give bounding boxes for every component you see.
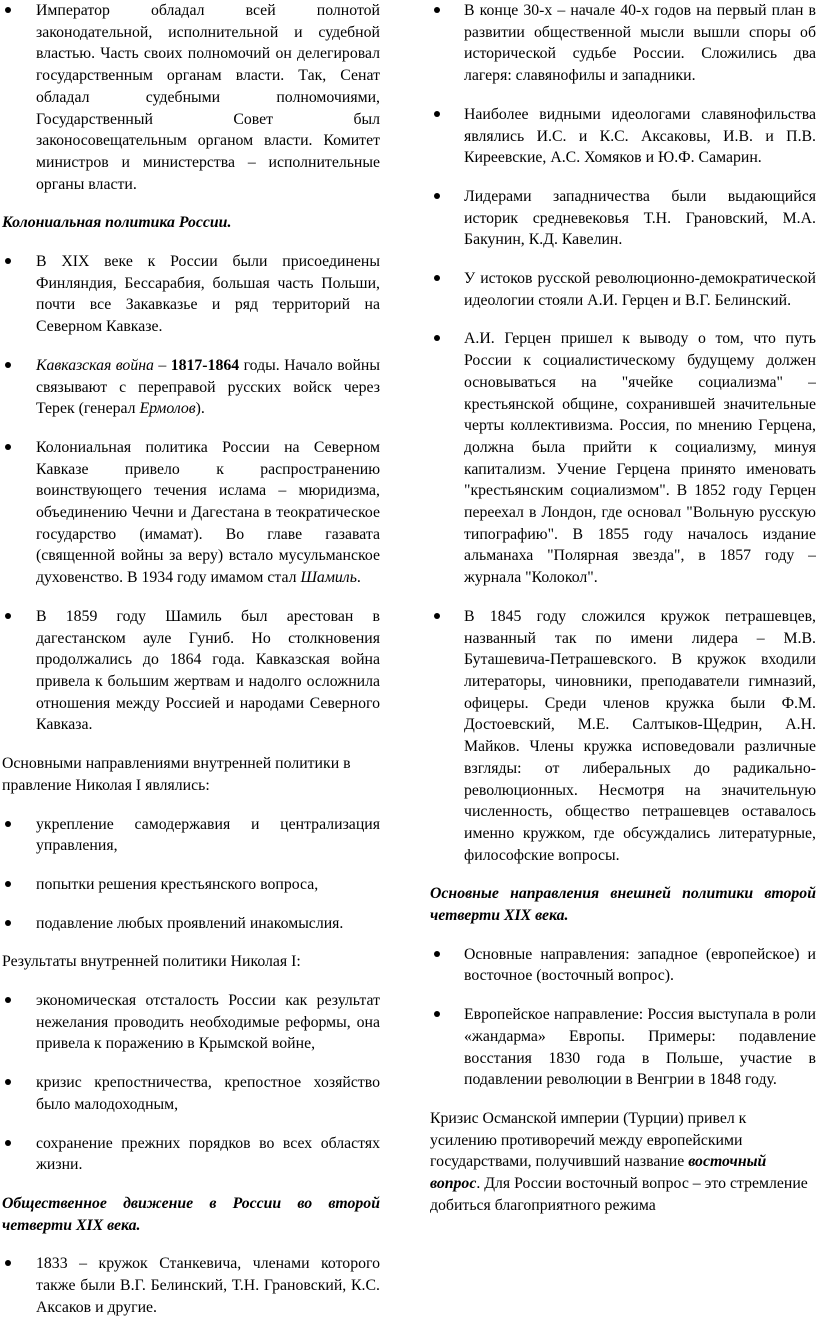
- bullet-icon: [5, 7, 11, 13]
- social-thought-list: [430, 0, 816, 866]
- list-item: [2, 355, 380, 420]
- bullet-icon: [5, 821, 11, 827]
- eastern-question-text: Кризис Османской империи (Турции) привел к усилению противоречий между европейскими государствами, получивший название: [430, 1109, 747, 1171]
- social-movement-heading: Общественное движение в России во второй четверти XIX века.: [2, 1194, 380, 1234]
- list-item: [2, 437, 380, 589]
- result-item: кризис крепостничества, крепостное хозяйство было малодоходным,: [36, 1074, 380, 1113]
- bullet-icon: [5, 258, 11, 264]
- list-item: [2, 251, 380, 338]
- text-end: .: [356, 569, 361, 587]
- eastern-question-term: восточный вопрос: [430, 1153, 767, 1193]
- caucasus-war-text: годы. Начало войны связывают с переправой русских войск через Терек (генерал: [36, 356, 380, 418]
- colonial-item-text: Колониальная политика России на Северном Кавказе привело к распространению воинствующего течения ислама – мюридизма, объединению Чечни и Дагестана в теократическое государство (имамат). Во главе газавата (священной войны за веру) встало мусульманское духовенство. В 1934 году имамом стал: [36, 438, 380, 587]
- eastern-question-text-end: . Для России восточный вопрос – это стремление добиться благоприятного режима: [430, 1175, 808, 1214]
- list-item: [2, 990, 380, 1055]
- bullet-icon: [5, 444, 11, 450]
- list-item: [2, 1072, 380, 1115]
- foreign-policy-heading: Основные направления внешней политики второй четверти XIX века.: [430, 885, 816, 925]
- inner-policy-item: подавление любых проявлений инакомыслия.: [36, 914, 344, 932]
- list-item: [2, 913, 380, 935]
- left-column: [2, 0, 380, 1318]
- list-item: [430, 0, 816, 87]
- bullet-icon: [5, 362, 11, 368]
- result-item: экономическая отсталость России как результат нежелания проводить необходимые реформы, она привела к поражению в Крымской войне,: [36, 992, 380, 1053]
- list-item: [2, 606, 380, 736]
- colonial-item-text: В XIX веке к России были присоединены Финляндия, Бессарабия, большая часть Польши, почти все Закавказье и ряд территорий на Северном Кавказе.: [36, 253, 380, 336]
- power-list: [2, 0, 380, 195]
- text-end: ).: [195, 400, 205, 418]
- colonial-heading: Колониальная политика России.: [2, 214, 232, 232]
- inner-policy-list: [2, 814, 380, 935]
- inner-policy-item: попытки решения крестьянского вопроса,: [36, 875, 319, 893]
- social-thought-item: В конце 30-х – начале 40-х годов на первый план в развитии общественной мысли вышли споры об исторической судьбе России. Сложились два лагеря: славянофилы и западники.: [464, 2, 816, 85]
- war-years: 1817-1864: [170, 356, 240, 374]
- list-item: [430, 1004, 816, 1091]
- bullet-icon: [434, 613, 440, 619]
- general-name: Ермолов: [139, 400, 196, 418]
- bullet-icon: [434, 193, 440, 199]
- social-thought-item: Наиболее видными идеологами славянофильства являлись И.С. и К.С. Аксаковы, И.В. и П.В. Киреевские, А.С. Хомяков и Ю.Ф. Самарин.: [464, 105, 816, 167]
- foreign-policy-item: Европейское направление: Россия выступала в роли «жандарма» Европы. Примеры: подавление восстания 1830 года в Польше, участие в подавлении революции в Венгрии в 1848 году.: [464, 1006, 816, 1089]
- bullet-icon: [5, 1260, 11, 1266]
- shamil-name: Шамиль: [300, 569, 357, 587]
- bullet-icon: [5, 920, 11, 926]
- social-movement-item: 1833 – кружок Станкевича, членами которого также были В.Г. Белинский, Т.Н. Грановский, К.С. Аксаков и другие.: [36, 1255, 380, 1316]
- list-item: [430, 606, 816, 866]
- list-item: [430, 104, 816, 169]
- social-movement-list: [2, 1253, 380, 1318]
- social-thought-item: У истоков русской революционно-демократической идеологии стояли А.И. Герцен и В.Г. Белинский.: [464, 270, 816, 309]
- list-item: [2, 1253, 380, 1318]
- power-text: Император обладал всей полнотой законодательной, исполнительной и судебной властью. Часть своих полномочий он делегировал государственным органам власти. Так, Сенат обладал судебными полномочиями, Государственный Совет был законосовещательным органом власти. Комитет министров и министерства – исполнительные органы власти.: [36, 2, 380, 193]
- list-item: [430, 328, 816, 588]
- caucasus-war-term: Кавказская война: [36, 356, 154, 374]
- bullet-icon: [434, 275, 440, 281]
- colonial-list: [2, 251, 380, 736]
- foreign-policy-list: [430, 944, 816, 1091]
- bullet-icon: [434, 335, 440, 341]
- bullet-icon: [434, 111, 440, 117]
- bullet-icon: [434, 7, 440, 13]
- list-item: [2, 1133, 380, 1176]
- inner-policy-intro: Основными направлениями внутренней политики в правление Николая I являлись:: [2, 755, 351, 794]
- inner-policy-item: укрепление самодержавия и централизация управления,: [36, 815, 380, 855]
- list-item: [430, 944, 816, 987]
- social-thought-item: Лидерами западничества были выдающийся историк средневековья Т.Н. Грановский, М.А. Бакунин, К.Д. Кавелин.: [464, 187, 816, 249]
- bullet-icon: [5, 997, 11, 1003]
- eastern-question-paragraph: [430, 1108, 816, 1217]
- bullet-icon: [5, 881, 11, 887]
- right-column: [430, 0, 816, 1216]
- foreign-policy-item: Основные направления: западное (европейское) и восточное (восточный вопрос).: [464, 945, 816, 985]
- list-item: [2, 874, 380, 896]
- bullet-icon: [5, 1140, 11, 1146]
- bullet-icon: [5, 1079, 11, 1085]
- colonial-item-text: В 1859 году Шамиль был арестован в дагестанском ауле Гуниб. Но столкновения продолжались до 1864 года. Кавказская война привела к большим жертвам и надолго осложнила отношения между Россией и народами Северного Кавказа.: [36, 607, 380, 734]
- social-thought-item: В 1845 году сложился кружок петрашевцев, названный так по имени лидера – М.В. Буташевича-Петрашевского. В кружок входили литераторы, чиновники, преподаватели гимназий, офицеры. Среди членов кружка были Ф.М. Достоевский, М.Е. Салтыков-Щедрин, А.Н. Майков. Члены кружка исповедовали различные взгляды: от либеральных до радикально-революционных. Несмотря на значительную численность, общество петрашевцев оставалось именно кружком, где обсуждались литературные, философские вопросы.: [464, 607, 816, 864]
- bullet-icon: [434, 951, 440, 957]
- dash: –: [153, 356, 171, 374]
- bullet-icon: [434, 1011, 440, 1017]
- list-item: [2, 0, 380, 195]
- results-list: [2, 990, 380, 1176]
- social-thought-item: А.И. Герцен пришел к выводу о том, что путь России к социалистическому будущему должен основываться на "ячейке социализма" – крестьянской общине, сохранившей значительные черты коллективизма. Россия, по мнению Герцена, должна была прийти к социализму, минуя капитализм. Учение Герцена принято именовать "крестьянским социализмом". В 1852 году Герцен переехал в Лондон, где основал "Вольную русскую типографию". В 1855 году началось издание альманаха "Полярная звезда", в 1857 году – журнала "Колокол".: [464, 330, 816, 587]
- list-item: [430, 268, 816, 311]
- result-item: сохранение прежних порядков во всех областях жизни.: [36, 1134, 380, 1174]
- bullet-icon: [5, 613, 11, 619]
- results-intro: Результаты внутренней политики Николая I:: [2, 953, 301, 971]
- list-item: [430, 186, 816, 251]
- list-item: [2, 814, 380, 857]
